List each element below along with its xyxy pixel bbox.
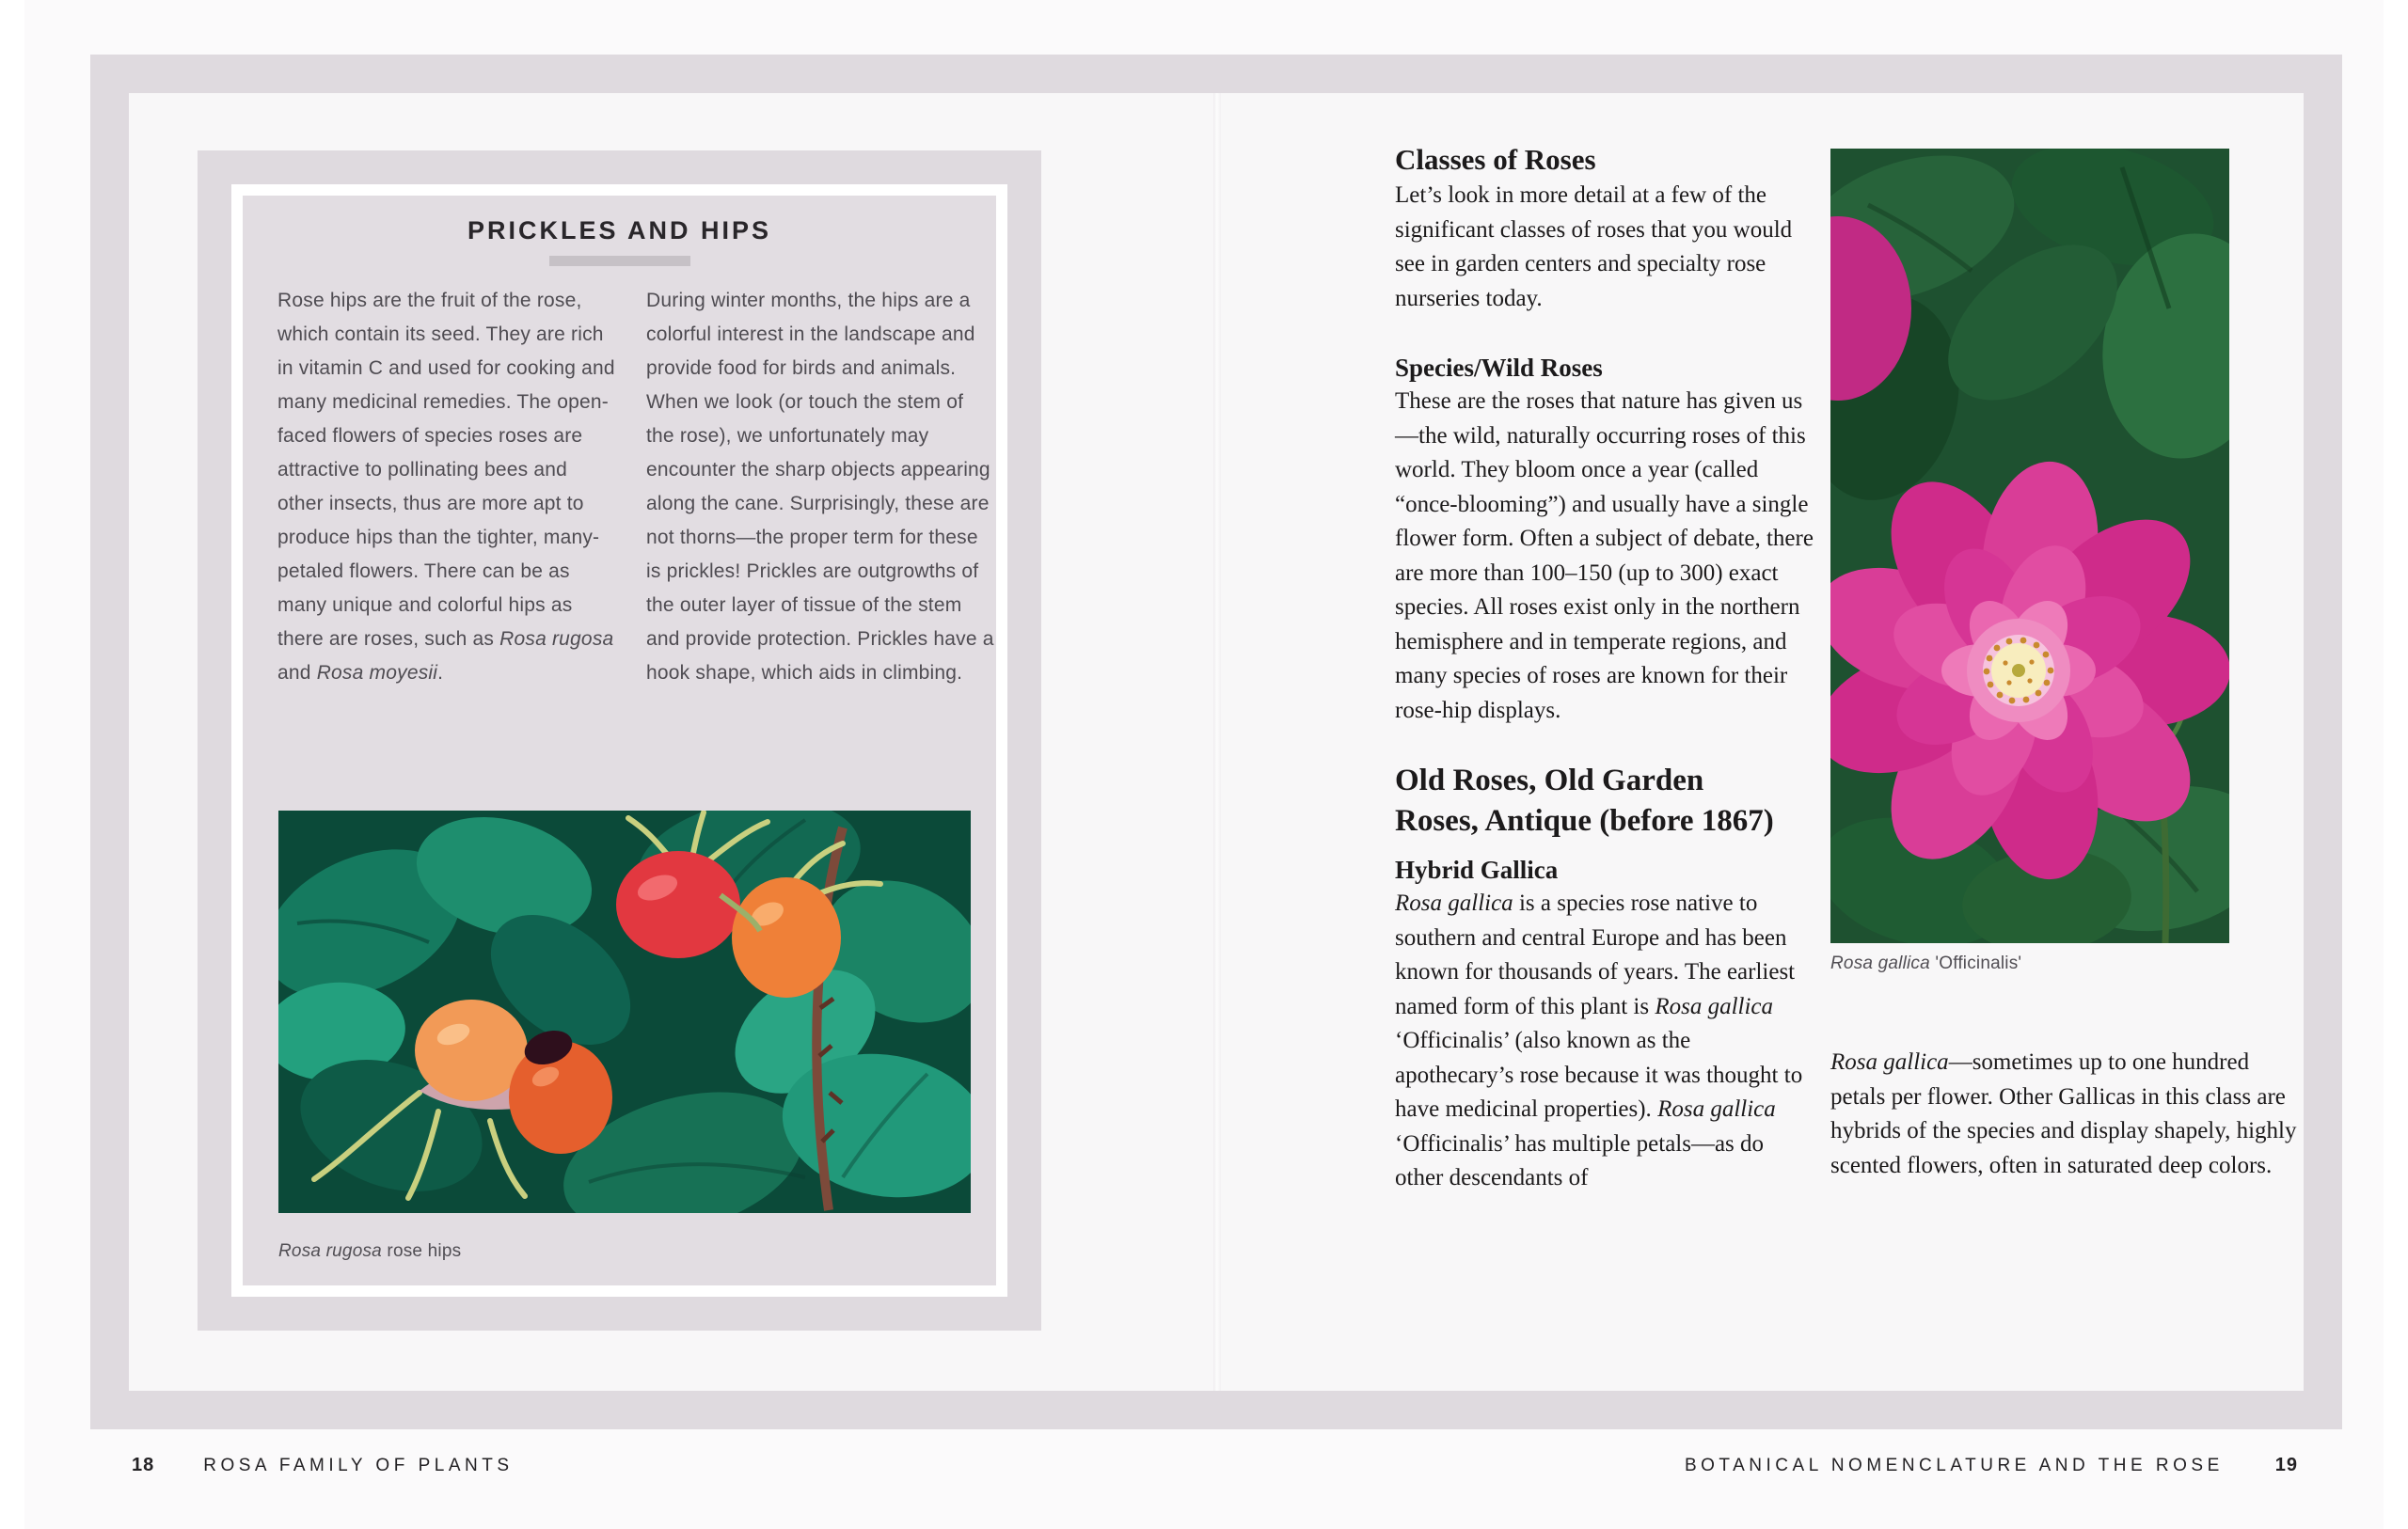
sidebar-panel — [243, 196, 996, 1285]
left-edge-strip — [0, 0, 24, 1529]
rose-hips-photo — [278, 811, 971, 1213]
paragraph-gallica-continued: Rosa gallica—sometimes up to one hundred petals per flower. Other Gallicas in this class are hybrids of the species and display shapely, highly scented flowers, often in saturated deep colors. — [1830, 1049, 2297, 1178]
page-number: 19 — [2274, 1455, 2298, 1475]
rose-hips-illustration — [278, 811, 971, 1213]
rosa-gallica-illustration — [1830, 149, 2229, 943]
paragraph-species-wild-roses: These are the roses that nature has given us—the wild, naturally occurring roses of this world. They bloom once a year (called “once-blooming”) and usually have a single flower form. Often a subject of debate, there are more than 100–150 (up to 300) exact species. All roses exist only in the northern hemisphere and in temperate regions, and many species of roses are known for their rose-hip displays. — [1395, 388, 1814, 723]
running-title: BOTANICAL NOMENCLATURE AND THE ROSE — [1684, 1456, 2224, 1475]
heading-hybrid-gallica: Hybrid Gallica — [1395, 856, 1559, 884]
rosa-gallica-photo — [1830, 149, 2229, 943]
page-gutter-seam — [1213, 93, 1221, 1391]
sidebar-white-ring — [231, 184, 1007, 1297]
heading-old-roses: Old Roses, Old Garden Roses, Antique (before 1867) — [1395, 764, 1774, 838]
heading-species-wild-roses: Species/Wild Roses — [1395, 354, 1603, 382]
paragraph-classes-intro: Let’s look in more detail at a few of the significant classes of roses that you would see in garden centers and specialty rose nurseries today. — [1395, 182, 1793, 311]
sidebar-box — [198, 150, 1041, 1331]
photo-caption: Rosa gallica 'Officinalis' — [1830, 954, 2022, 973]
title-divider-bar — [549, 256, 690, 266]
photo-caption: Rosa rugosa rose hips — [278, 1241, 462, 1261]
heading-classes-of-roses: Classes of Roses — [1395, 143, 1596, 176]
right-page-text-column — [1395, 141, 1814, 1196]
sidebar-column-1: Rose hips are the fruit of the rose, which contain its seed. They are rich in vitamin C and used for cooking and many medicinal remedies. The open-faced flowers of species roses are attractive to pollinating bees and other insects, thus are more apt to produce hips than the tighter, many-petaled flowers. There can be as many unique and colorful hips as there are roses, such as Rosa rugosa and Rosa moyesii. — [277, 290, 615, 684]
footer-right — [1685, 1455, 2298, 1476]
right-edge-strip — [2384, 0, 2408, 1529]
sidebar-title: PRICKLES AND HIPS — [467, 216, 772, 244]
footer-left — [132, 1455, 514, 1476]
sidebar-column-2: During winter months, the hips are a colorful interest in the landscape and provide food for birds and animals. When we look (or touch the stem of the rose), we unfortunately may encounter the sharp objects appearing along the cane. Surprisingly, these are not thorns—the proper term for these is prickles! Prickles are outgrowths of the outer layer of tissue of the stem and provide protection. Prickles have a hook shape, which aids in climbing. — [646, 290, 994, 684]
page-number: 18 — [132, 1455, 155, 1475]
paragraph-hybrid-gallica: Rosa gallica is a species rose native to southern and central Europe and has been known for thousands of years. The earliest named form of this plant is Rosa gallica ‘Officinalis’ (also known as the apothecary’s rose because it was thought to have medicinal properties). Rosa gallica ‘Officinalis’ has multiple petals—as do other descendants of — [1395, 891, 1803, 1190]
running-title: ROSA FAMILY OF PLANTS — [203, 1456, 514, 1475]
